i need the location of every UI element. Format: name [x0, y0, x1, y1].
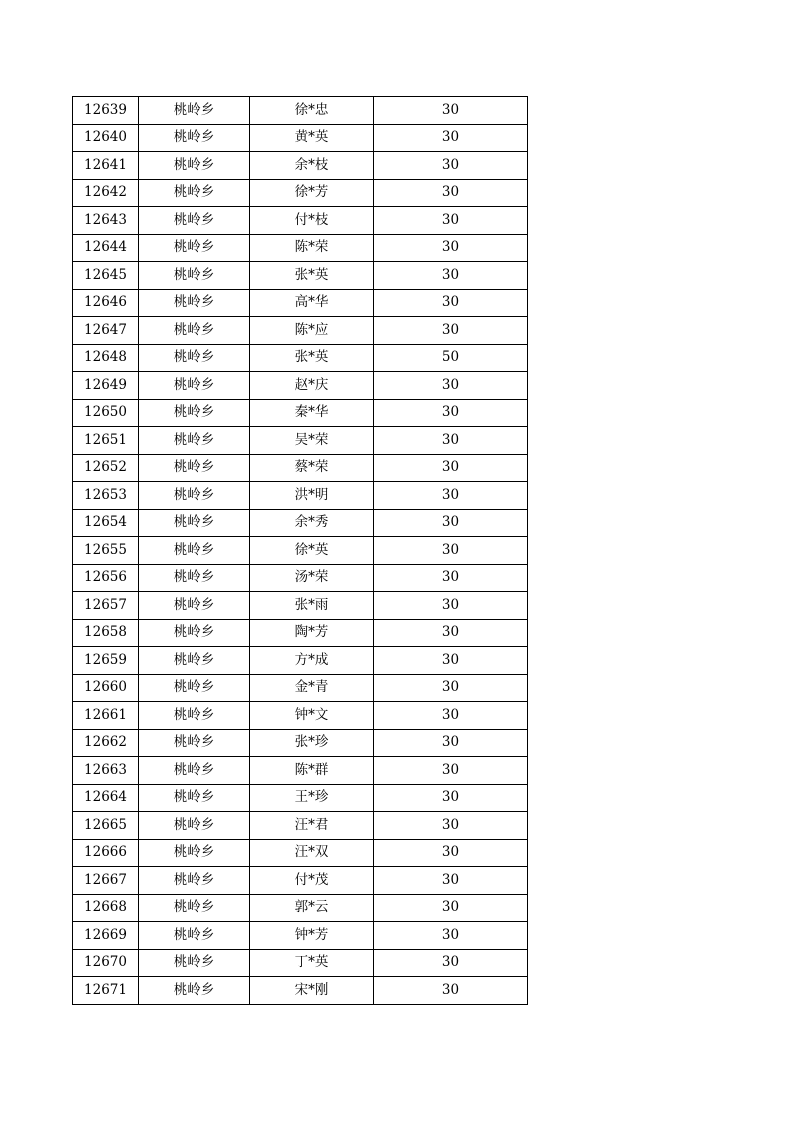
row-town-cell: 桃岭乡 [139, 812, 250, 840]
row-town-cell: 桃岭乡 [139, 592, 250, 620]
table-row [73, 152, 528, 180]
row-town-cell: 桃岭乡 [139, 537, 250, 565]
row-town-cell: 桃岭乡 [139, 97, 250, 125]
roster-table [72, 96, 528, 1005]
row-id-cell: 12662 [73, 729, 139, 757]
row-amount-cell: 30 [374, 757, 528, 785]
row-town-cell: 桃岭乡 [139, 977, 250, 1005]
row-town-cell: 桃岭乡 [139, 207, 250, 235]
table-row [73, 262, 528, 290]
row-town-cell: 桃岭乡 [139, 702, 250, 730]
row-amount-cell: 30 [374, 702, 528, 730]
table-row [73, 399, 528, 427]
row-id-cell: 12669 [73, 922, 139, 950]
row-name-cell: 汪*君 [250, 812, 374, 840]
row-amount-cell: 30 [374, 784, 528, 812]
table-row [73, 839, 528, 867]
table-row [73, 427, 528, 455]
row-id-cell: 12664 [73, 784, 139, 812]
row-name-cell: 黄*英 [250, 124, 374, 152]
row-amount-cell: 30 [374, 234, 528, 262]
table-row [73, 289, 528, 317]
row-amount-cell: 30 [374, 674, 528, 702]
row-amount-cell: 30 [374, 977, 528, 1005]
row-id-cell: 12648 [73, 344, 139, 372]
row-town-cell: 桃岭乡 [139, 509, 250, 537]
row-name-cell: 秦*华 [250, 399, 374, 427]
row-name-cell: 余*枝 [250, 152, 374, 180]
table-row [73, 757, 528, 785]
row-name-cell: 汪*双 [250, 839, 374, 867]
row-name-cell: 高*华 [250, 289, 374, 317]
row-town-cell: 桃岭乡 [139, 124, 250, 152]
row-id-cell: 12666 [73, 839, 139, 867]
row-amount-cell: 50 [374, 344, 528, 372]
row-town-cell: 桃岭乡 [139, 564, 250, 592]
row-name-cell: 洪*明 [250, 482, 374, 510]
row-name-cell: 张*珍 [250, 729, 374, 757]
row-id-cell: 12671 [73, 977, 139, 1005]
table-row [73, 619, 528, 647]
row-id-cell: 12641 [73, 152, 139, 180]
row-id-cell: 12650 [73, 399, 139, 427]
row-amount-cell: 30 [374, 949, 528, 977]
row-name-cell: 张*英 [250, 262, 374, 290]
row-town-cell: 桃岭乡 [139, 482, 250, 510]
table-row [73, 949, 528, 977]
table-row [73, 647, 528, 675]
row-id-cell: 12655 [73, 537, 139, 565]
row-id-cell: 12643 [73, 207, 139, 235]
row-town-cell: 桃岭乡 [139, 894, 250, 922]
row-name-cell: 汤*荣 [250, 564, 374, 592]
row-name-cell: 付*枝 [250, 207, 374, 235]
row-town-cell: 桃岭乡 [139, 372, 250, 400]
row-amount-cell: 30 [374, 399, 528, 427]
row-name-cell: 丁*英 [250, 949, 374, 977]
row-amount-cell: 30 [374, 619, 528, 647]
row-id-cell: 12660 [73, 674, 139, 702]
row-name-cell: 方*成 [250, 647, 374, 675]
roster-table-body [73, 97, 528, 1005]
row-town-cell: 桃岭乡 [139, 399, 250, 427]
row-name-cell: 徐*芳 [250, 179, 374, 207]
table-row [73, 482, 528, 510]
row-id-cell: 12644 [73, 234, 139, 262]
row-id-cell: 12646 [73, 289, 139, 317]
row-name-cell: 钟*芳 [250, 922, 374, 950]
table-row [73, 674, 528, 702]
row-id-cell: 12657 [73, 592, 139, 620]
table-row [73, 922, 528, 950]
row-town-cell: 桃岭乡 [139, 619, 250, 647]
row-id-cell: 12639 [73, 97, 139, 125]
row-name-cell: 钟*文 [250, 702, 374, 730]
row-id-cell: 12653 [73, 482, 139, 510]
row-id-cell: 12667 [73, 867, 139, 895]
table-row [73, 97, 528, 125]
row-name-cell: 徐*忠 [250, 97, 374, 125]
row-town-cell: 桃岭乡 [139, 839, 250, 867]
table-row [73, 784, 528, 812]
row-name-cell: 郭*云 [250, 894, 374, 922]
row-town-cell: 桃岭乡 [139, 179, 250, 207]
row-name-cell: 徐*英 [250, 537, 374, 565]
row-amount-cell: 30 [374, 372, 528, 400]
table-row [73, 702, 528, 730]
row-amount-cell: 30 [374, 454, 528, 482]
table-row [73, 977, 528, 1005]
table-row [73, 564, 528, 592]
row-amount-cell: 30 [374, 289, 528, 317]
row-town-cell: 桃岭乡 [139, 317, 250, 345]
table-row [73, 867, 528, 895]
row-id-cell: 12670 [73, 949, 139, 977]
row-id-cell: 12654 [73, 509, 139, 537]
row-town-cell: 桃岭乡 [139, 427, 250, 455]
row-amount-cell: 30 [374, 729, 528, 757]
row-town-cell: 桃岭乡 [139, 262, 250, 290]
row-id-cell: 12656 [73, 564, 139, 592]
row-amount-cell: 30 [374, 262, 528, 290]
row-town-cell: 桃岭乡 [139, 234, 250, 262]
row-id-cell: 12645 [73, 262, 139, 290]
row-name-cell: 陈*群 [250, 757, 374, 785]
row-id-cell: 12661 [73, 702, 139, 730]
row-amount-cell: 30 [374, 592, 528, 620]
row-amount-cell: 30 [374, 537, 528, 565]
row-town-cell: 桃岭乡 [139, 289, 250, 317]
row-town-cell: 桃岭乡 [139, 757, 250, 785]
row-name-cell: 赵*庆 [250, 372, 374, 400]
row-amount-cell: 30 [374, 317, 528, 345]
row-name-cell: 余*秀 [250, 509, 374, 537]
row-amount-cell: 30 [374, 97, 528, 125]
row-name-cell: 付*茂 [250, 867, 374, 895]
row-town-cell: 桃岭乡 [139, 949, 250, 977]
row-amount-cell: 30 [374, 894, 528, 922]
row-town-cell: 桃岭乡 [139, 922, 250, 950]
row-id-cell: 12665 [73, 812, 139, 840]
table-row [73, 124, 528, 152]
row-id-cell: 12659 [73, 647, 139, 675]
row-amount-cell: 30 [374, 482, 528, 510]
row-amount-cell: 30 [374, 867, 528, 895]
row-name-cell: 张*英 [250, 344, 374, 372]
row-amount-cell: 30 [374, 124, 528, 152]
row-name-cell: 张*雨 [250, 592, 374, 620]
table-row [73, 537, 528, 565]
row-town-cell: 桃岭乡 [139, 454, 250, 482]
row-amount-cell: 30 [374, 152, 528, 180]
table-row [73, 592, 528, 620]
row-id-cell: 12642 [73, 179, 139, 207]
row-amount-cell: 30 [374, 509, 528, 537]
row-town-cell: 桃岭乡 [139, 729, 250, 757]
row-amount-cell: 30 [374, 179, 528, 207]
row-id-cell: 12652 [73, 454, 139, 482]
row-amount-cell: 30 [374, 427, 528, 455]
table-row [73, 454, 528, 482]
table-row [73, 344, 528, 372]
row-id-cell: 12647 [73, 317, 139, 345]
row-name-cell: 王*珍 [250, 784, 374, 812]
row-town-cell: 桃岭乡 [139, 674, 250, 702]
row-town-cell: 桃岭乡 [139, 647, 250, 675]
row-amount-cell: 30 [374, 812, 528, 840]
row-amount-cell: 30 [374, 207, 528, 235]
row-name-cell: 宋*刚 [250, 977, 374, 1005]
table-row [73, 894, 528, 922]
table-row [73, 509, 528, 537]
row-amount-cell: 30 [374, 839, 528, 867]
row-town-cell: 桃岭乡 [139, 867, 250, 895]
row-town-cell: 桃岭乡 [139, 344, 250, 372]
row-id-cell: 12668 [73, 894, 139, 922]
row-amount-cell: 30 [374, 922, 528, 950]
table-row [73, 207, 528, 235]
row-name-cell: 吴*荣 [250, 427, 374, 455]
row-amount-cell: 30 [374, 647, 528, 675]
table-row [73, 372, 528, 400]
row-id-cell: 12640 [73, 124, 139, 152]
table-row [73, 179, 528, 207]
row-id-cell: 12651 [73, 427, 139, 455]
row-id-cell: 12658 [73, 619, 139, 647]
row-town-cell: 桃岭乡 [139, 784, 250, 812]
row-name-cell: 金*青 [250, 674, 374, 702]
row-name-cell: 陈*荣 [250, 234, 374, 262]
row-amount-cell: 30 [374, 564, 528, 592]
row-id-cell: 12663 [73, 757, 139, 785]
row-name-cell: 陈*应 [250, 317, 374, 345]
table-row [73, 729, 528, 757]
table-row [73, 234, 528, 262]
table-row [73, 812, 528, 840]
row-id-cell: 12649 [73, 372, 139, 400]
row-town-cell: 桃岭乡 [139, 152, 250, 180]
row-name-cell: 蔡*荣 [250, 454, 374, 482]
table-row [73, 317, 528, 345]
row-name-cell: 陶*芳 [250, 619, 374, 647]
